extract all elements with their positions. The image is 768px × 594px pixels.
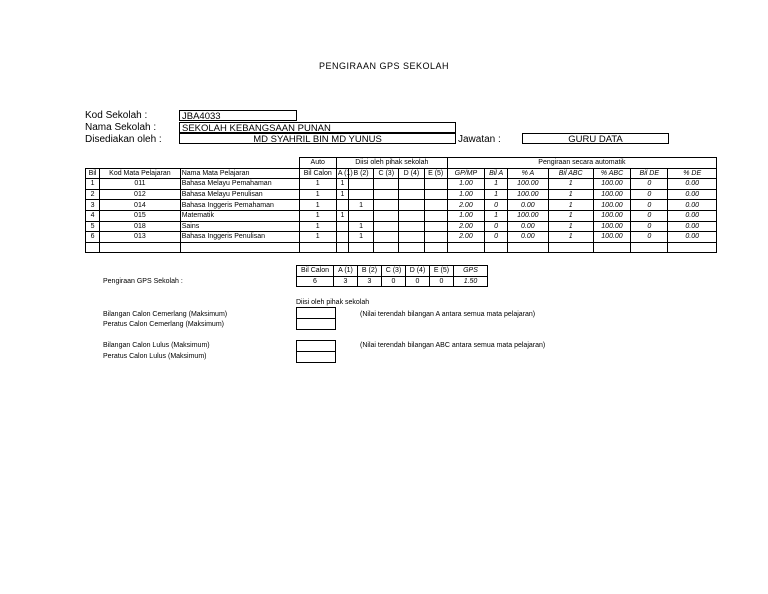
table-cell: 0	[631, 179, 668, 190]
table-cell: 2.00	[447, 200, 484, 211]
table-cell[interactable]: 1	[299, 189, 336, 200]
table-cell: 100.00	[508, 179, 548, 190]
table-cell: 1.00	[447, 210, 484, 221]
table-cell: 0.00	[508, 221, 548, 232]
column-header: % A	[508, 168, 548, 179]
table-cell: 0	[485, 200, 508, 211]
lulus-note: (Nilai terendah bilangan ABC antara semua mata pelajaran)	[360, 342, 546, 349]
jawatan-field[interactable]: GURU DATA	[522, 133, 669, 144]
table-cell[interactable]	[348, 179, 373, 190]
table-cell[interactable]	[336, 200, 348, 211]
table-cell: 0.00	[668, 210, 717, 221]
gps-header-cell: A (1)	[334, 266, 358, 277]
table-cell[interactable]: 1	[299, 232, 336, 243]
table-row	[86, 221, 717, 232]
table-cell: 2.00	[447, 232, 484, 243]
table-cell: 0.00	[668, 189, 717, 200]
table-cell: 0.00	[668, 179, 717, 190]
gps-value-cell: 3	[334, 276, 358, 287]
table-cell: 0	[485, 232, 508, 243]
table-cell: 4	[86, 210, 100, 221]
table-cell: 1	[548, 179, 593, 190]
table-cell: 1.00	[447, 179, 484, 190]
table-cell: 013	[100, 232, 181, 243]
table-cell: 100.00	[593, 189, 630, 200]
disediakan-oleh-field[interactable]: MD SYAHRIL BIN MD YUNUS	[179, 133, 456, 144]
table-cell: 011	[100, 179, 181, 190]
table-cell: 5	[86, 221, 100, 232]
lulus-peratus-input[interactable]	[296, 351, 336, 363]
nama-sekolah-field[interactable]: SEKOLAH KEBANGSAAN PUNAN	[179, 122, 456, 133]
auto-header: Auto	[299, 158, 336, 169]
gps-label: Pengiraan GPS Sekolah :	[103, 278, 183, 285]
cemerlang-peratus-label: Peratus Calon Cemerlang (Maksimum)	[103, 321, 224, 328]
table-cell[interactable]: 1	[299, 221, 336, 232]
table-cell[interactable]	[424, 179, 447, 190]
table-cell: Bahasa Inggeris Pemahaman	[180, 200, 299, 211]
table-cell: Matematik	[180, 210, 299, 221]
table-cell: 1	[548, 221, 593, 232]
table-row	[86, 200, 717, 211]
table-cell[interactable]	[374, 221, 399, 232]
gps-header-cell: B (2)	[358, 266, 382, 277]
table-cell[interactable]	[399, 179, 424, 190]
table-cell: 100.00	[593, 200, 630, 211]
table-cell: 015	[100, 210, 181, 221]
table-cell: 100.00	[508, 189, 548, 200]
subject-table	[85, 157, 717, 253]
table-cell: Bahasa Melayu Penulisan	[180, 189, 299, 200]
table-cell: Sains	[180, 221, 299, 232]
table-cell: 1	[548, 189, 593, 200]
disediakan-oleh-label: Disediakan oleh :	[85, 134, 162, 145]
column-header: C (3)	[374, 168, 399, 179]
column-header: B (2)	[348, 168, 373, 179]
table-cell[interactable]: 1	[299, 200, 336, 211]
table-cell[interactable]: 1	[299, 210, 336, 221]
cemerlang-peratus-input[interactable]	[296, 318, 336, 330]
column-header: Bil	[86, 168, 100, 179]
table-cell[interactable]: 1	[348, 221, 373, 232]
table-cell: Bahasa Inggeris Penulisan	[180, 232, 299, 243]
column-header: % ABC	[593, 168, 630, 179]
table-cell: 100.00	[593, 210, 630, 221]
table-cell: 100.00	[508, 210, 548, 221]
table-cell: 0	[631, 221, 668, 232]
table-cell: 0.00	[668, 200, 717, 211]
table-cell[interactable]: 1	[348, 200, 373, 211]
diisi-note: Diisi oleh pihak sekolah	[296, 299, 370, 306]
table-cell: 6	[86, 232, 100, 243]
table-cell[interactable]	[374, 179, 399, 190]
column-header: Bil DE	[631, 168, 668, 179]
table-cell: 0.00	[668, 221, 717, 232]
table-cell: 2	[86, 189, 100, 200]
lulus-peratus-label: Peratus Calon Lulus (Maksimum)	[103, 353, 207, 360]
column-header: Bil Calon	[299, 168, 336, 179]
table-cell[interactable]: 1	[336, 210, 348, 221]
table-cell: 0.00	[508, 232, 548, 243]
gps-value-cell: 0	[430, 276, 454, 287]
table-cell[interactable]	[374, 200, 399, 211]
table-row	[86, 179, 717, 190]
column-header: Kod Mata Pelajaran	[100, 168, 181, 179]
column-header: A (1)	[337, 169, 353, 177]
gps-value-cell: 0	[406, 276, 430, 287]
table-cell[interactable]	[399, 200, 424, 211]
gps-value-cell: 3	[358, 276, 382, 287]
table-cell: Bahasa Melayu Pemahaman	[180, 179, 299, 190]
table-cell: 3	[86, 200, 100, 211]
table-cell: 0	[631, 189, 668, 200]
table-cell[interactable]: 1	[299, 179, 336, 190]
gps-value-cell: 1.50	[454, 276, 488, 287]
table-cell: 0	[485, 221, 508, 232]
gps-value-cell: 6	[297, 276, 334, 287]
table-cell[interactable]	[374, 210, 399, 221]
table-row	[86, 232, 717, 243]
nama-sekolah-label: Nama Sekolah :	[85, 122, 157, 133]
jawatan-label: Jawatan :	[458, 134, 501, 145]
gps-table	[296, 265, 488, 287]
table-cell: 0.00	[668, 232, 717, 243]
column-header: D (4)	[399, 168, 424, 179]
gps-header-cell: C (3)	[382, 266, 406, 277]
gps-value-row	[297, 276, 488, 287]
table-cell[interactable]	[399, 232, 424, 243]
lulus-bilangan-label: Bilangan Calon Lulus (Maksimum)	[103, 342, 210, 349]
table-cell[interactable]	[336, 232, 348, 243]
table-row	[86, 189, 717, 200]
table-cell: 1	[548, 210, 593, 221]
table-row	[86, 210, 717, 221]
table-cell[interactable]	[336, 221, 348, 232]
table-cell: 012	[100, 189, 181, 200]
column-header: E (5)	[424, 168, 447, 179]
table-cell: 1	[485, 189, 508, 200]
table-cell: 0	[631, 200, 668, 211]
column-header-row	[86, 168, 717, 179]
table-cell: 1	[485, 179, 508, 190]
page-title: PENGIRAAN GPS SEKOLAH	[318, 61, 450, 71]
pengiraan-header: Pengiraan secara automatik	[447, 158, 716, 169]
table-cell: 014	[100, 200, 181, 211]
table-cell[interactable]	[399, 189, 424, 200]
diisi-header: Diisi oleh pihak sekolah	[336, 158, 447, 169]
gps-header-cell: GPS	[454, 266, 488, 277]
cemerlang-bilangan-label: Bilangan Calon Cemerlang (Maksimum)	[103, 311, 228, 318]
column-header: % DE	[668, 168, 717, 179]
column-header: GP/MP	[447, 168, 484, 179]
table-cell[interactable]	[424, 189, 447, 200]
table-cell: 1	[86, 179, 100, 190]
column-header: Nama Mata Pelajaran	[180, 168, 299, 179]
table-cell[interactable]	[424, 232, 447, 243]
table-cell: 0	[631, 232, 668, 243]
column-header: Bil ABC	[548, 168, 593, 179]
table-cell: 018	[100, 221, 181, 232]
gps-value-cell: 0	[382, 276, 406, 287]
table-cell: 1	[548, 232, 593, 243]
table-cell[interactable]: 1	[336, 179, 348, 190]
gps-header-row	[297, 266, 488, 277]
cemerlang-note: (Nilai terendah bilangan A antara semua mata pelajaran)	[360, 311, 536, 318]
gps-header-cell: E (5)	[430, 266, 454, 277]
table-cell: 0	[631, 210, 668, 221]
gps-header-cell: D (4)	[406, 266, 430, 277]
table-cell: 100.00	[593, 179, 630, 190]
table-cell: 1	[485, 210, 508, 221]
table-cell[interactable]	[399, 210, 424, 221]
table-cell[interactable]	[374, 189, 399, 200]
kod-sekolah-label: Kod Sekolah :	[85, 110, 148, 121]
table-cell[interactable]	[424, 200, 447, 211]
empty-row	[86, 242, 717, 253]
column-header: Bil A	[485, 168, 508, 179]
table-cell: 100.00	[593, 221, 630, 232]
gps-header-cell: Bil Calon	[297, 266, 334, 277]
table-cell[interactable]	[424, 221, 447, 232]
table-cell[interactable]	[399, 221, 424, 232]
table-cell: 1.00	[447, 189, 484, 200]
table-cell: 1	[548, 200, 593, 211]
group-header-row	[86, 158, 717, 169]
table-cell[interactable]	[348, 210, 373, 221]
table-cell[interactable]: 1	[348, 232, 373, 243]
table-cell: 100.00	[593, 232, 630, 243]
table-cell[interactable]	[374, 232, 399, 243]
kod-sekolah-field[interactable]: JBA4033	[179, 110, 297, 121]
table-cell: 2.00	[447, 221, 484, 232]
table-cell: 0.00	[508, 200, 548, 211]
table-cell[interactable]	[424, 210, 447, 221]
table-cell[interactable]	[348, 189, 373, 200]
table-cell[interactable]: 1	[336, 189, 348, 200]
